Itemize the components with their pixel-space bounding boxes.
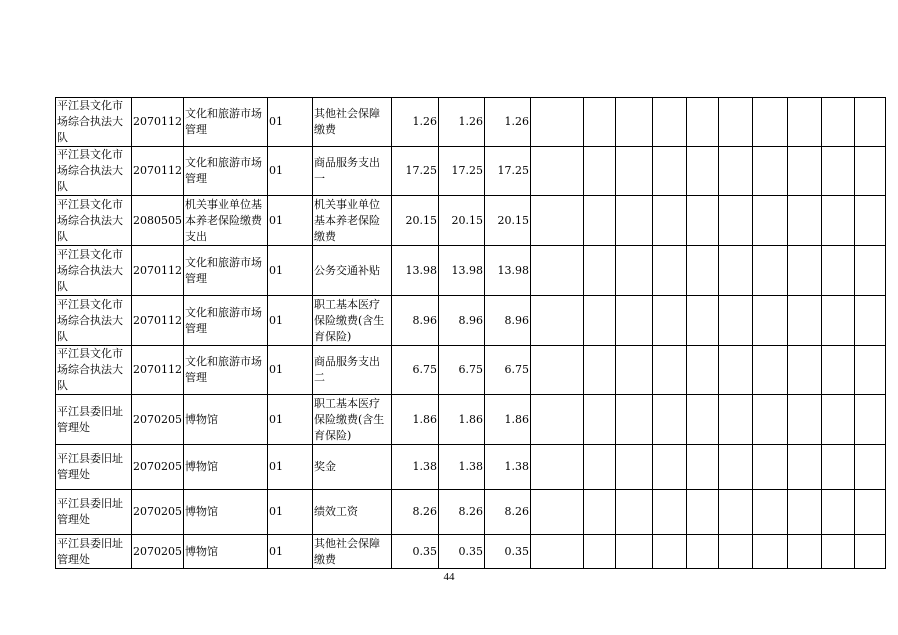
- table-row: [56, 296, 886, 346]
- economic-category-cell: 机关事业单位基本养老保险缴费: [313, 196, 392, 246]
- unit-cell: 平江县文化市场综合执法大队: [56, 346, 132, 395]
- table-row: [56, 346, 886, 395]
- empty-cell: [753, 535, 788, 569]
- fund-type-cell: 01: [268, 445, 313, 490]
- fund-type-cell: 01: [268, 490, 313, 535]
- empty-cell: [687, 246, 719, 296]
- empty-cell: [531, 296, 584, 346]
- function-name-cell: 文化和旅游市场管理: [184, 346, 268, 395]
- empty-cell: [822, 535, 855, 569]
- economic-category-cell: 公务交通补贴: [313, 246, 392, 296]
- amount-general-cell: 0.35: [485, 535, 531, 569]
- amount-general-cell: 6.75: [485, 346, 531, 395]
- empty-cell: [584, 490, 616, 535]
- amount-subtotal-cell: 1.26: [439, 98, 485, 147]
- table-row: [56, 395, 886, 445]
- empty-cell: [584, 246, 616, 296]
- fund-type-cell: 01: [268, 246, 313, 296]
- fund-type-cell: 01: [268, 196, 313, 246]
- empty-cell: [687, 535, 719, 569]
- empty-cell: [616, 535, 653, 569]
- empty-cell: [719, 395, 753, 445]
- function-name-cell: 文化和旅游市场管理: [184, 246, 268, 296]
- amount-total-cell: 6.75: [392, 346, 439, 395]
- amount-subtotal-cell: 8.26: [439, 490, 485, 535]
- empty-cell: [822, 490, 855, 535]
- empty-cell: [719, 490, 753, 535]
- amount-subtotal-cell: 1.86: [439, 395, 485, 445]
- unit-cell: 平江县委旧址管理处: [56, 490, 132, 535]
- empty-cell: [788, 246, 822, 296]
- empty-cell: [855, 346, 886, 395]
- empty-cell: [531, 346, 584, 395]
- empty-cell: [788, 296, 822, 346]
- amount-total-cell: 1.26: [392, 98, 439, 147]
- empty-cell: [719, 296, 753, 346]
- empty-cell: [616, 296, 653, 346]
- empty-cell: [653, 147, 687, 196]
- empty-cell: [584, 395, 616, 445]
- amount-subtotal-cell: 13.98: [439, 246, 485, 296]
- empty-cell: [753, 147, 788, 196]
- amount-subtotal-cell: 0.35: [439, 535, 485, 569]
- amount-total-cell: 1.38: [392, 445, 439, 490]
- table-row: [56, 490, 886, 535]
- empty-cell: [653, 196, 687, 246]
- empty-cell: [531, 395, 584, 445]
- empty-cell: [855, 395, 886, 445]
- empty-cell: [653, 296, 687, 346]
- unit-cell: 平江县委旧址管理处: [56, 535, 132, 569]
- empty-cell: [855, 246, 886, 296]
- empty-cell: [822, 196, 855, 246]
- amount-total-cell: 1.86: [392, 395, 439, 445]
- empty-cell: [753, 196, 788, 246]
- empty-cell: [822, 395, 855, 445]
- function-code-cell: 2070205: [132, 445, 184, 490]
- empty-cell: [822, 296, 855, 346]
- empty-cell: [753, 445, 788, 490]
- empty-cell: [653, 395, 687, 445]
- amount-subtotal-cell: 6.75: [439, 346, 485, 395]
- function-name-cell: 文化和旅游市场管理: [184, 147, 268, 196]
- amount-general-cell: 1.86: [485, 395, 531, 445]
- economic-category-cell: 职工基本医疗保险缴费(含生育保险): [313, 296, 392, 346]
- empty-cell: [753, 346, 788, 395]
- empty-cell: [687, 490, 719, 535]
- empty-cell: [616, 346, 653, 395]
- empty-cell: [687, 147, 719, 196]
- empty-cell: [653, 346, 687, 395]
- empty-cell: [653, 490, 687, 535]
- empty-cell: [753, 395, 788, 445]
- amount-total-cell: 13.98: [392, 246, 439, 296]
- empty-cell: [584, 196, 616, 246]
- fund-type-cell: 01: [268, 147, 313, 196]
- empty-cell: [653, 246, 687, 296]
- empty-cell: [788, 147, 822, 196]
- empty-cell: [531, 147, 584, 196]
- amount-subtotal-cell: 20.15: [439, 196, 485, 246]
- amount-subtotal-cell: 17.25: [439, 147, 485, 196]
- empty-cell: [687, 98, 719, 147]
- amount-subtotal-cell: 8.96: [439, 296, 485, 346]
- table-row: [56, 98, 886, 147]
- function-name-cell: 博物馆: [184, 445, 268, 490]
- amount-general-cell: 8.26: [485, 490, 531, 535]
- empty-cell: [616, 246, 653, 296]
- table-row: [56, 147, 886, 196]
- empty-cell: [531, 535, 584, 569]
- amount-total-cell: 17.25: [392, 147, 439, 196]
- amount-total-cell: 8.26: [392, 490, 439, 535]
- amount-general-cell: 13.98: [485, 246, 531, 296]
- empty-cell: [584, 445, 616, 490]
- fund-type-cell: 01: [268, 395, 313, 445]
- empty-cell: [616, 196, 653, 246]
- amount-total-cell: 0.35: [392, 535, 439, 569]
- amount-total-cell: 8.96: [392, 296, 439, 346]
- empty-cell: [822, 346, 855, 395]
- function-code-cell: 2070112: [132, 296, 184, 346]
- unit-cell: 平江县文化市场综合执法大队: [56, 98, 132, 147]
- amount-total-cell: 20.15: [392, 196, 439, 246]
- empty-cell: [719, 535, 753, 569]
- function-code-cell: 2070112: [132, 147, 184, 196]
- empty-cell: [584, 296, 616, 346]
- fund-type-cell: 01: [268, 296, 313, 346]
- empty-cell: [616, 98, 653, 147]
- empty-cell: [855, 196, 886, 246]
- economic-category-cell: 职工基本医疗保险缴费(含生育保险): [313, 395, 392, 445]
- empty-cell: [855, 147, 886, 196]
- unit-cell: 平江县文化市场综合执法大队: [56, 147, 132, 196]
- empty-cell: [687, 445, 719, 490]
- empty-cell: [855, 445, 886, 490]
- empty-cell: [822, 98, 855, 147]
- empty-cell: [719, 445, 753, 490]
- function-code-cell: 2080505: [132, 196, 184, 246]
- empty-cell: [822, 147, 855, 196]
- empty-cell: [616, 395, 653, 445]
- empty-cell: [788, 490, 822, 535]
- empty-cell: [753, 296, 788, 346]
- function-name-cell: 文化和旅游市场管理: [184, 296, 268, 346]
- page-number: 44: [443, 571, 455, 583]
- empty-cell: [616, 445, 653, 490]
- empty-cell: [855, 490, 886, 535]
- empty-cell: [531, 246, 584, 296]
- empty-cell: [687, 196, 719, 246]
- empty-cell: [687, 296, 719, 346]
- empty-cell: [653, 535, 687, 569]
- amount-subtotal-cell: 1.38: [439, 445, 485, 490]
- empty-cell: [719, 246, 753, 296]
- empty-cell: [788, 346, 822, 395]
- empty-cell: [719, 196, 753, 246]
- unit-cell: 平江县文化市场综合执法大队: [56, 246, 132, 296]
- function-code-cell: 2070112: [132, 246, 184, 296]
- function-name-cell: 博物馆: [184, 535, 268, 569]
- empty-cell: [719, 346, 753, 395]
- amount-general-cell: 1.38: [485, 445, 531, 490]
- empty-cell: [822, 246, 855, 296]
- economic-category-cell: 绩效工资: [313, 490, 392, 535]
- empty-cell: [653, 98, 687, 147]
- empty-cell: [653, 445, 687, 490]
- function-name-cell: 文化和旅游市场管理: [184, 98, 268, 147]
- table-row: [56, 196, 886, 246]
- economic-category-cell: 其他社会保障缴费: [313, 98, 392, 147]
- empty-cell: [753, 490, 788, 535]
- empty-cell: [719, 98, 753, 147]
- empty-cell: [788, 395, 822, 445]
- unit-cell: 平江县文化市场综合执法大队: [56, 196, 132, 246]
- empty-cell: [616, 147, 653, 196]
- empty-cell: [531, 490, 584, 535]
- empty-cell: [788, 98, 822, 147]
- amount-general-cell: 8.96: [485, 296, 531, 346]
- table-row: [56, 445, 886, 490]
- empty-cell: [616, 490, 653, 535]
- unit-cell: 平江县委旧址管理处: [56, 395, 132, 445]
- unit-cell: 平江县委旧址管理处: [56, 445, 132, 490]
- empty-cell: [687, 346, 719, 395]
- empty-cell: [855, 296, 886, 346]
- empty-cell: [855, 98, 886, 147]
- empty-cell: [788, 196, 822, 246]
- function-name-cell: 机关事业单位基本养老保险缴费支出: [184, 196, 268, 246]
- empty-cell: [531, 445, 584, 490]
- function-code-cell: 2070205: [132, 535, 184, 569]
- empty-cell: [531, 196, 584, 246]
- economic-category-cell: 商品服务支出二: [313, 346, 392, 395]
- empty-cell: [788, 445, 822, 490]
- function-code-cell: 2070205: [132, 490, 184, 535]
- fund-type-cell: 01: [268, 346, 313, 395]
- empty-cell: [584, 535, 616, 569]
- economic-category-cell: 奖金: [313, 445, 392, 490]
- function-code-cell: 2070112: [132, 98, 184, 147]
- function-code-cell: 2070205: [132, 395, 184, 445]
- function-code-cell: 2070112: [132, 346, 184, 395]
- amount-general-cell: 17.25: [485, 147, 531, 196]
- empty-cell: [753, 98, 788, 147]
- empty-cell: [531, 98, 584, 147]
- empty-cell: [753, 246, 788, 296]
- empty-cell: [822, 445, 855, 490]
- fund-type-cell: 01: [268, 98, 313, 147]
- table-row: [56, 535, 886, 569]
- empty-cell: [584, 147, 616, 196]
- amount-general-cell: 20.15: [485, 196, 531, 246]
- empty-cell: [687, 395, 719, 445]
- empty-cell: [788, 535, 822, 569]
- empty-cell: [855, 535, 886, 569]
- table-row: [56, 246, 886, 296]
- empty-cell: [584, 98, 616, 147]
- function-name-cell: 博物馆: [184, 395, 268, 445]
- fund-type-cell: 01: [268, 535, 313, 569]
- economic-category-cell: 商品服务支出一: [313, 147, 392, 196]
- economic-category-cell: 其他社会保障缴费: [313, 535, 392, 569]
- empty-cell: [584, 346, 616, 395]
- amount-general-cell: 1.26: [485, 98, 531, 147]
- empty-cell: [719, 147, 753, 196]
- unit-cell: 平江县文化市场综合执法大队: [56, 296, 132, 346]
- function-name-cell: 博物馆: [184, 490, 268, 535]
- budget-table: [55, 97, 886, 569]
